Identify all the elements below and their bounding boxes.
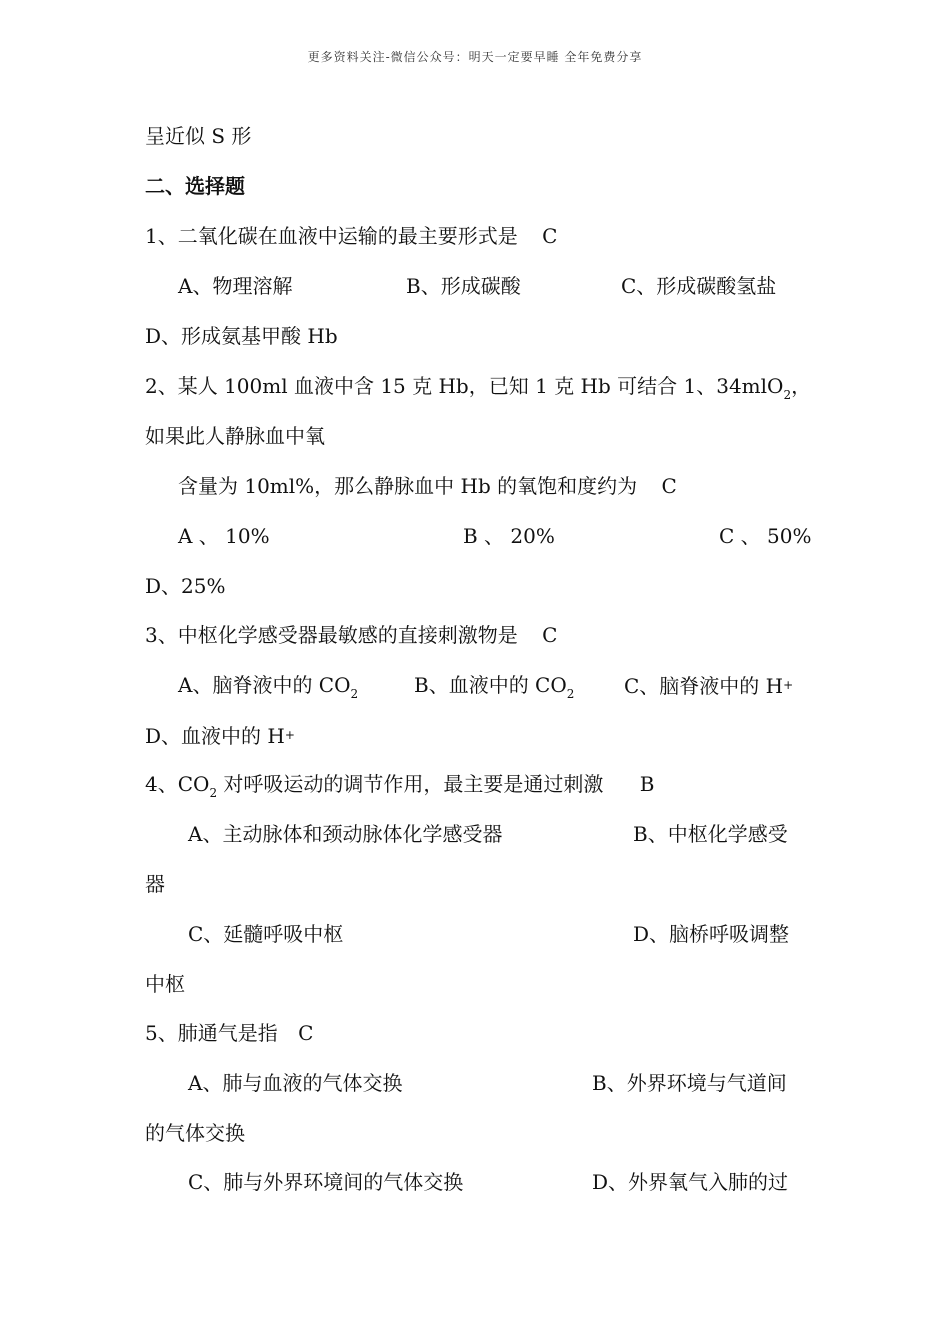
answer: B [639,772,655,796]
question-stem: 含量为 10ml%，那么静脉血中 Hb 的氧饱和度约为 [178,474,638,498]
option-c: C、延髓呼吸中枢 [188,922,344,946]
section-title: 二、选择题 [145,174,245,198]
text-line: 呈近似 S 形 [145,124,252,148]
answer: C [661,474,677,498]
option-text: A、脑脊液中的 CO [178,673,351,697]
question-stem: 对呼吸运动的调节作用，最主要是通过刺激 [217,772,604,796]
option-b-continued: 的气体交换 [145,1121,245,1145]
answer: C [542,623,558,647]
question-stem: 5、肺通气是指 [145,1021,278,1045]
punctuation: ， [791,374,812,398]
option-a [178,671,358,708]
option-b [414,671,574,708]
option-c: C 、 50% [719,524,812,548]
option-d [145,721,295,750]
question-3 [145,621,557,649]
question-2 [145,372,811,409]
option-d: D、脑桥呼吸调整 [633,922,790,946]
question-4 [145,770,655,807]
question-stem: 1、二氧化碳在血液中运输的最主要形式是 [145,224,518,248]
subscript: 2 [350,687,359,701]
option-d: D、25% [145,574,226,598]
option-text: D、血液中的 H [145,724,285,748]
option-c [624,671,793,700]
option-c: C、肺与外界环境间的气体交换 [188,1170,464,1194]
option-a: A、物理溶解 [178,274,293,298]
option-d: D、形成氨基甲酸 Hb [145,324,338,348]
question-stem: 2、某人 100ml 血液中含 15 克 Hb，已知 1 克 Hb 可结合 1、34mlO [145,374,784,398]
option-b: B、中枢化学感受 [633,822,788,846]
option-b: B、形成碳酸 [406,274,521,298]
option-a: A、主动脉体和颈动脉体化学感受器 [188,822,503,846]
option-b: B 、 20% [463,524,555,548]
option-b: B、外界环境与气道间 [592,1071,787,1095]
option-a: A 、 10% [178,524,270,548]
question-5 [145,1019,313,1047]
superscript: + [284,728,295,742]
question-2-line-2: 如果此人静脉血中氧 [145,424,325,448]
option-a: A、肺与血液的气体交换 [188,1071,403,1095]
option-b-continued: 器 [145,872,165,896]
option-d: D、外界氧气入肺的过 [592,1170,789,1194]
subscript: 2 [783,388,792,402]
page-header: 更多资料关注-微信公众号：明天一定要早睡 全年免费分享 [307,50,643,64]
question-stem: 4、CO [145,772,210,796]
option-text: C、脑脊液中的 H [624,674,784,698]
subscript: 2 [566,687,575,701]
question-1 [145,222,557,250]
question-stem: 3、中枢化学感受器最敏感的直接刺激物是 [145,623,518,647]
superscript: + [783,678,794,692]
option-c: C、形成碳酸氢盐 [621,274,777,298]
answer: C [298,1021,314,1045]
option-text: B、血液中的 CO [414,673,567,697]
subscript: 2 [209,786,218,800]
option-d-continued: 中枢 [145,972,185,996]
answer: C [542,224,558,248]
question-2-line-3 [178,472,677,500]
